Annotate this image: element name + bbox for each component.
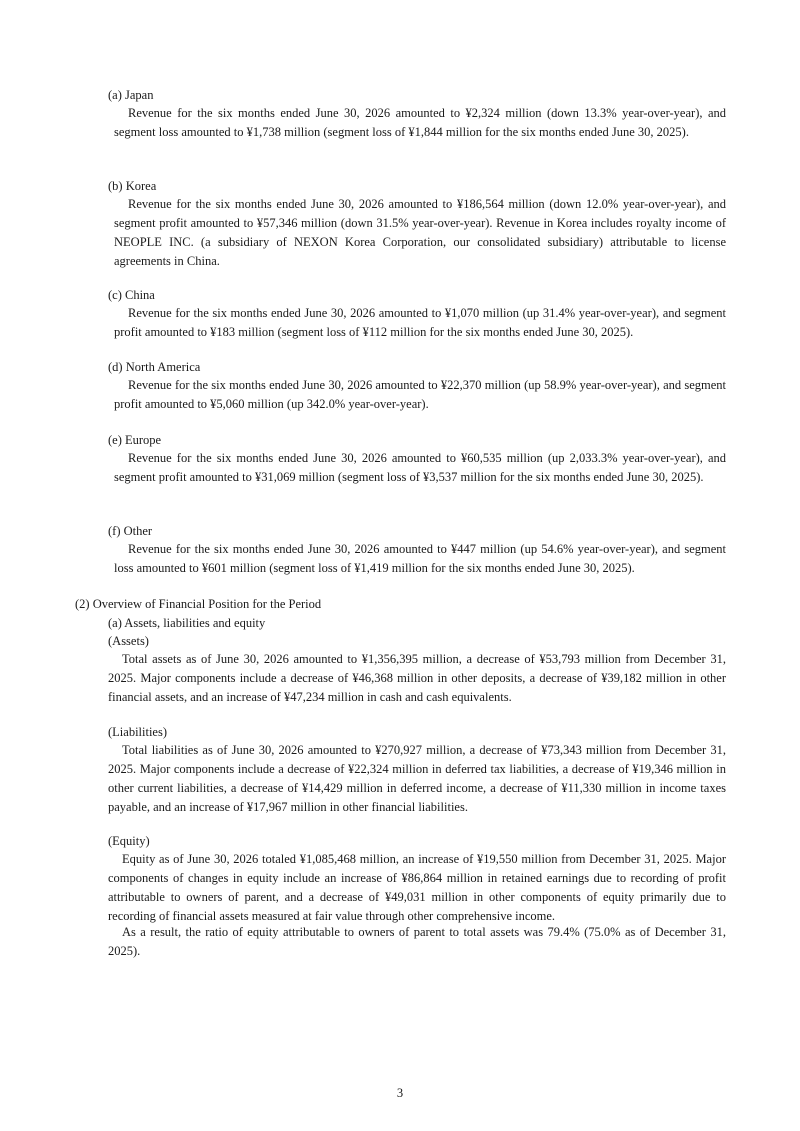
- segment-title-north-america: (d) North America: [108, 360, 201, 374]
- segment-text-china: Revenue for the six months ended June 30, 2026 amounted to ¥1,070 million (up 31.4% year-over-year), and segment profit amounted to ¥183 million (segment loss of ¥112 million for the six months ended June 30, 2025).: [114, 306, 726, 339]
- segment-title-japan: (a) Japan: [108, 88, 154, 102]
- equity-text: Equity as of June 30, 2026 totaled ¥1,085,468 million, an increase of ¥19,550 million from December 31, 2025. Major components of changes in equity include an increase of ¥86,864 million in retained earnings due to recording of profit attributable to owners of parent, and a decrease of ¥49,031 million in other components of equity primarily due to recording of financial assets measured at fair value through other comprehensive income.: [108, 852, 726, 923]
- segment-title-china: (c) China: [108, 288, 155, 302]
- equity-ratio-text: As a result, the ratio of equity attributable to owners of parent to total assets was 79.4% (75.0% as of December 31, 2025).: [108, 925, 726, 958]
- segment-title-europe: (e) Europe: [108, 433, 162, 447]
- segment-text-europe: Revenue for the six months ended June 30, 2026 amounted to ¥60,535 million (up 2,033.3% year-over-year), and segment profit amounted to ¥31,069 million (segment loss of ¥3,537 million for the six months ended June 30, 2025).: [114, 451, 726, 484]
- segment-text-korea: Revenue for the six months ended June 30, 2026 amounted to ¥186,564 million (down 12.0% year-over-year), and segment profit amounted to ¥57,346 million (down 31.5% year-over-year). Revenue in Korea includes royalty income of NEOPLE INC. (a subsidiary of NEXON Korea Corporation, our consolidated subsidiary) attributable to license agreements in China.: [114, 197, 726, 268]
- liabilities-label: (Liabilities): [108, 725, 168, 739]
- financial-position-heading: (2) Overview of Financial Position for the Period: [75, 597, 322, 611]
- segment-text-other: Revenue for the six months ended June 30, 2026 amounted to ¥447 million (up 54.6% year-over-year), and segment loss amounted to ¥601 million (segment loss of ¥1,419 million for the six months ended June 30, 2025).: [114, 542, 726, 575]
- segment-title-other: (f) Other: [108, 524, 153, 538]
- liabilities-text: Total liabilities as of June 30, 2026 amounted to ¥270,927 million, a decrease of ¥73,343 million from December 31, 2025. Major components include a decrease of ¥22,324 million in deferred tax liabilities, a decrease of ¥19,346 million in other current liabilities, a decrease of ¥14,429 million in deferred income, a decrease of ¥11,330 million in income taxes payable, and an increase of ¥17,967 million in other financial liabilities.: [108, 743, 726, 814]
- assets-text: Total assets as of June 30, 2026 amounted to ¥1,356,395 million, a decrease of ¥53,793 million from December 31, 2025. Major components include a decrease of ¥46,368 million in other deposits, a decrease of ¥39,182 million in other financial assets, and an increase of ¥47,234 million in cash and cash equivalents.: [108, 652, 726, 704]
- segment-text-north-america: Revenue for the six months ended June 30, 2026 amounted to ¥22,370 million (up 58.9% year-over-year), and segment profit amounted to ¥5,060 million (up 342.0% year-over-year).: [114, 378, 726, 411]
- segment-text-japan: Revenue for the six months ended June 30, 2026 amounted to ¥2,324 million (down 13.3% year-over-year), and segment loss amounted to ¥1,738 million (segment loss of ¥1,844 million for the six months ended June 30, 2025).: [114, 106, 726, 139]
- equity-label: (Equity): [108, 834, 150, 848]
- page-number: 3: [396, 1086, 404, 1100]
- segment-title-korea: (b) Korea: [108, 179, 157, 193]
- assets-liabilities-equity-subheading: (a) Assets, liabilities and equity: [108, 616, 266, 630]
- assets-label: (Assets): [108, 634, 149, 648]
